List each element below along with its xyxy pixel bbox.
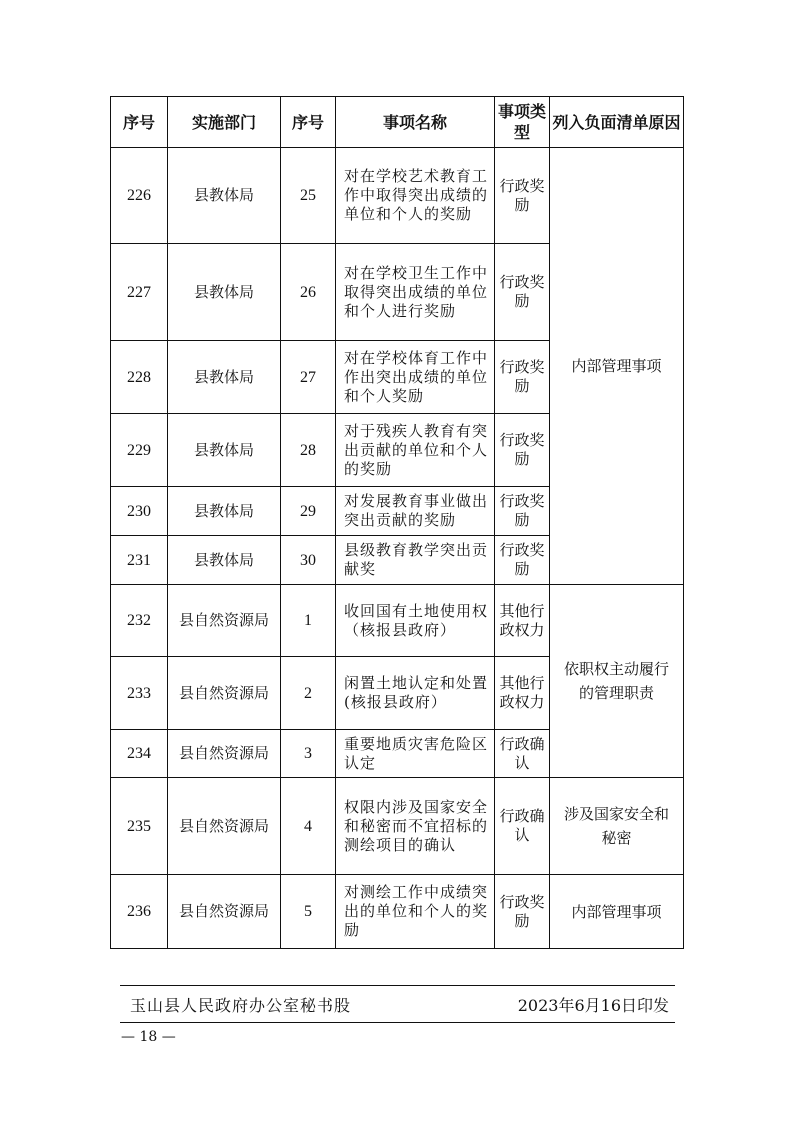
cell-dept: 县自然资源局 xyxy=(168,778,281,875)
cell-seq: 227 xyxy=(111,244,168,341)
cell-seq: 231 xyxy=(111,536,168,585)
header-seq: 序号 xyxy=(111,97,168,148)
cell-item-name: 对测绘工作中成绩突出的单位和个人的奖励 xyxy=(336,875,495,949)
cell-item-type: 行政奖励 xyxy=(495,875,550,949)
cell-seq: 232 xyxy=(111,585,168,657)
cell-reason: 内部管理事项 xyxy=(550,148,684,585)
cell-item-name: 闲置土地认定和处置(核报县政府） xyxy=(336,657,495,730)
cell-item-type: 行政确认 xyxy=(495,778,550,875)
cell-item-name: 对于残疾人教育有突出贡献的单位和个人的奖励 xyxy=(336,414,495,487)
cell-dept: 县教体局 xyxy=(168,148,281,244)
footer-bottom-rule xyxy=(120,1022,675,1023)
cell-item-type: 行政确认 xyxy=(495,730,550,778)
cell-item-name: 对发展教育事业做出突出贡献的奖励 xyxy=(336,487,495,536)
table-row xyxy=(111,875,684,949)
cell-sub-seq: 30 xyxy=(281,536,336,585)
header-reason: 列入负面清单原因 xyxy=(550,97,684,148)
header-dept: 实施部门 xyxy=(168,97,281,148)
footer-issuer: 玉山县人民政府办公室秘书股 xyxy=(130,996,352,1015)
cell-dept: 县教体局 xyxy=(168,244,281,341)
footer-top-rule xyxy=(120,985,675,986)
negative-list-table xyxy=(110,96,684,949)
cell-item-name: 县级教育教学突出贡献奖 xyxy=(336,536,495,585)
cell-reason: 依职权主动履行的管理职责 xyxy=(550,585,684,778)
table-row xyxy=(111,148,684,244)
cell-sub-seq: 4 xyxy=(281,778,336,875)
table-row xyxy=(111,585,684,657)
cell-dept: 县教体局 xyxy=(168,414,281,487)
cell-seq: 233 xyxy=(111,657,168,730)
cell-seq: 235 xyxy=(111,778,168,875)
cell-seq: 229 xyxy=(111,414,168,487)
cell-sub-seq: 25 xyxy=(281,148,336,244)
cell-dept: 县自然资源局 xyxy=(168,875,281,949)
cell-sub-seq: 29 xyxy=(281,487,336,536)
cell-item-type: 行政奖励 xyxy=(495,536,550,585)
cell-seq: 234 xyxy=(111,730,168,778)
cell-sub-seq: 1 xyxy=(281,585,336,657)
header-item-name: 事项名称 xyxy=(336,97,495,148)
cell-dept: 县自然资源局 xyxy=(168,730,281,778)
cell-sub-seq: 5 xyxy=(281,875,336,949)
cell-item-name: 权限内涉及国家安全和秘密而不宜招标的测绘项目的确认 xyxy=(336,778,495,875)
cell-seq: 236 xyxy=(111,875,168,949)
header-sub-seq: 序号 xyxy=(281,97,336,148)
cell-item-name: 收回国有土地使用权（核报县政府） xyxy=(336,585,495,657)
cell-dept: 县教体局 xyxy=(168,487,281,536)
cell-item-type: 行政奖励 xyxy=(495,487,550,536)
cell-sub-seq: 26 xyxy=(281,244,336,341)
cell-reason: 涉及国家安全和秘密 xyxy=(550,778,684,875)
cell-item-name: 对在学校卫生工作中取得突出成绩的单位和个人进行奖励 xyxy=(336,244,495,341)
cell-seq: 226 xyxy=(111,148,168,244)
header-item-type: 事项类型 xyxy=(495,97,550,148)
cell-item-name: 对在学校艺术教育工作中取得突出成绩的单位和个人的奖励 xyxy=(336,148,495,244)
cell-seq: 228 xyxy=(111,341,168,414)
page-number: — 18 — xyxy=(121,1029,176,1045)
cell-item-type: 其他行政权力 xyxy=(495,585,550,657)
cell-item-type: 行政奖励 xyxy=(495,414,550,487)
cell-seq: 230 xyxy=(111,487,168,536)
table-header-row xyxy=(111,97,684,148)
cell-sub-seq: 28 xyxy=(281,414,336,487)
footer-date: 2023年6月16日印发 xyxy=(517,996,669,1015)
cell-item-name: 对在学校体育工作中作出突出成绩的单位和个人奖励 xyxy=(336,341,495,414)
cell-sub-seq: 2 xyxy=(281,657,336,730)
cell-sub-seq: 3 xyxy=(281,730,336,778)
table-row xyxy=(111,778,684,875)
cell-dept: 县教体局 xyxy=(168,536,281,585)
cell-dept: 县自然资源局 xyxy=(168,585,281,657)
cell-dept: 县自然资源局 xyxy=(168,657,281,730)
cell-dept: 县教体局 xyxy=(168,341,281,414)
cell-item-type: 行政奖励 xyxy=(495,148,550,244)
cell-item-type: 行政奖励 xyxy=(495,244,550,341)
cell-item-type: 其他行政权力 xyxy=(495,657,550,730)
cell-reason: 内部管理事项 xyxy=(550,875,684,949)
cell-item-name: 重要地质灾害危险区认定 xyxy=(336,730,495,778)
cell-item-type: 行政奖励 xyxy=(495,341,550,414)
cell-sub-seq: 27 xyxy=(281,341,336,414)
